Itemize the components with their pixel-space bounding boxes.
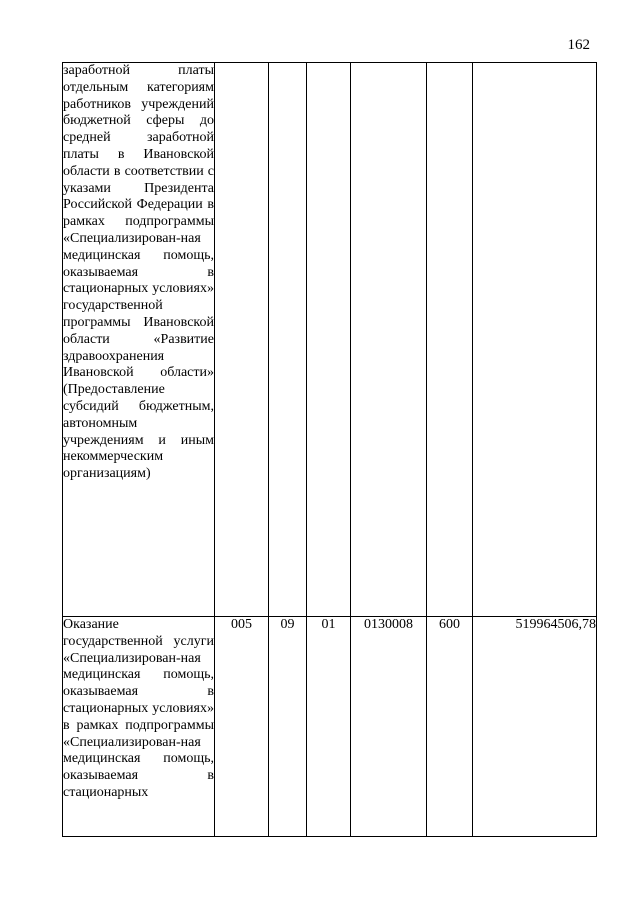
expense-type-cell bbox=[427, 63, 473, 617]
row-description: Оказание государственной услуги «Специализирован-ная медицинская помощь, оказываемая в стационарных условиях» в рамках подпрограммы «Специализирован-ная медицинская помощь, оказываемая в стационарных bbox=[63, 617, 215, 837]
amount-cell: 519964506,78 bbox=[473, 617, 597, 837]
ministry-code-cell bbox=[215, 63, 269, 617]
target-article-cell: 0130008 bbox=[351, 617, 427, 837]
expense-type-cell: 600 bbox=[427, 617, 473, 837]
subsection-code-cell: 01 bbox=[307, 617, 351, 837]
table-row bbox=[63, 617, 597, 837]
section-code-cell bbox=[269, 63, 307, 617]
target-article-cell bbox=[351, 63, 427, 617]
page-number: 162 bbox=[567, 37, 590, 53]
row-description: заработной платы отдельным категориям работников учреждений бюджетной сферы до средней заработной платы в Ивановской области в соответствии с указами Президента Российской Федерации в рамках подпрограммы «Специализирован-ная медицинская помощь, оказываемая в стационарных условиях» государственной программы Ивановской области «Развитие здравоохранения Ивановской области» (Предоставление субсидий бюджетным, автономным учреждениям и иным некоммерческим организациям) bbox=[63, 63, 215, 617]
budget-table bbox=[62, 62, 597, 837]
subsection-code-cell bbox=[307, 63, 351, 617]
section-code-cell: 09 bbox=[269, 617, 307, 837]
amount-cell bbox=[473, 63, 597, 617]
table-row bbox=[63, 63, 597, 617]
ministry-code-cell: 005 bbox=[215, 617, 269, 837]
